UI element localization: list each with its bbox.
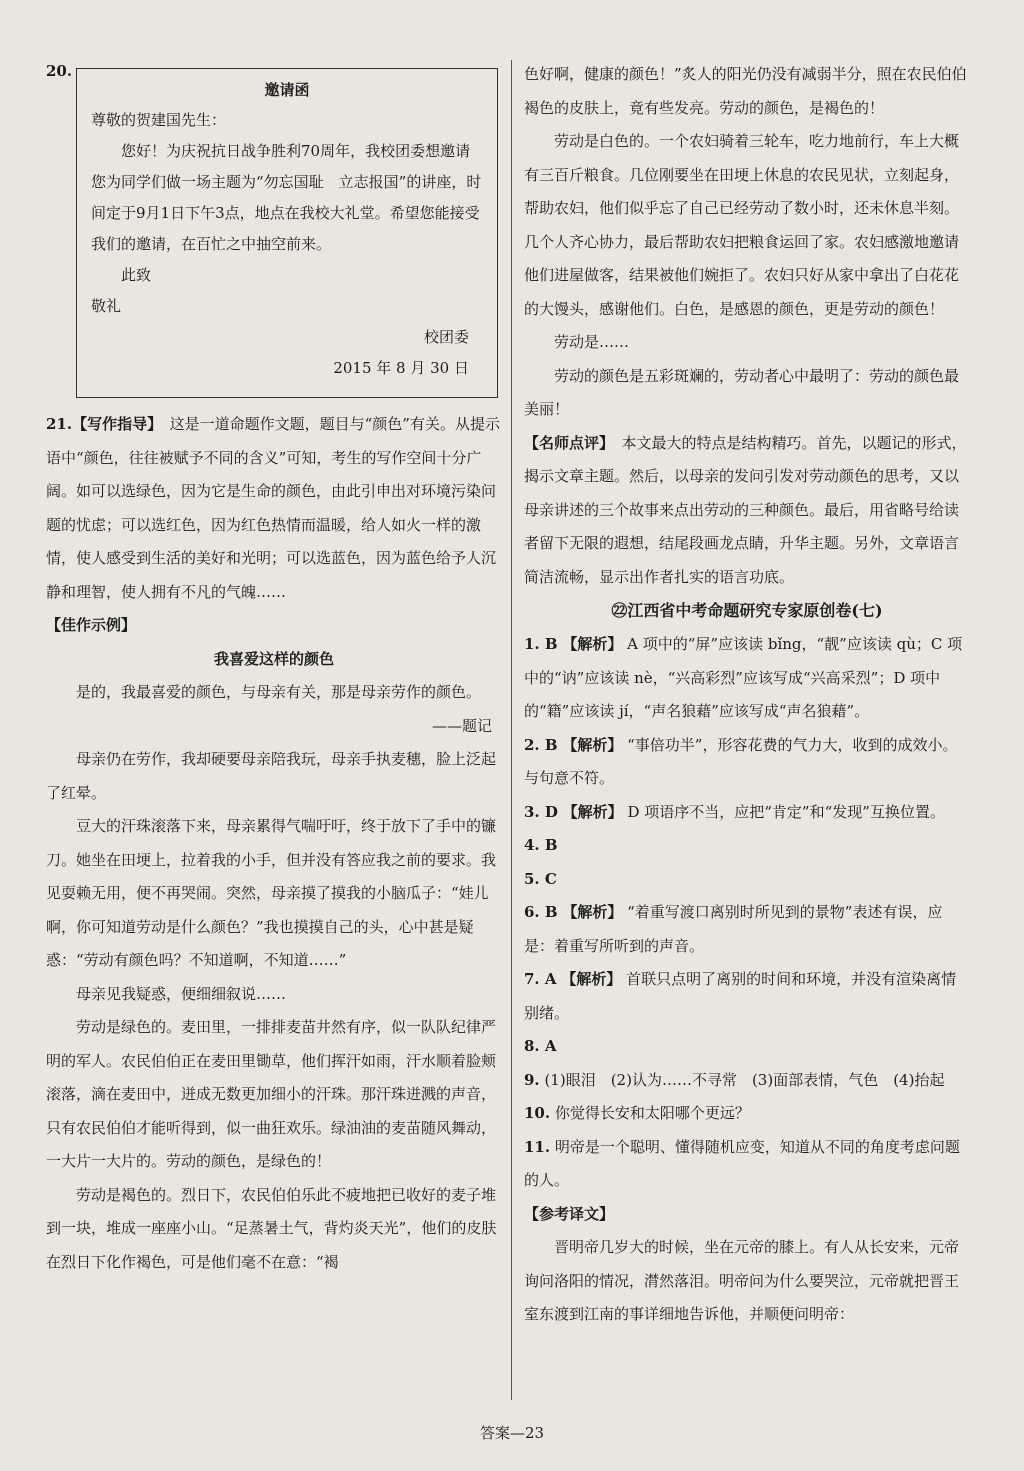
essay-cont-2: 劳动是白色的。一个农妇骑着三轮车，吃力地前行，车上大概有三百斤粮食。几位刚要坐在田埂上休息的农民见状，立刻起身，帮助农妇，他们似乎忘了自己已经劳动了数小时，还未休息半刻。几个人齐心协力，最后帮助农妇把粮食运回了家。农妇感激地邀请他们进屋做客，结果被他们婉拒了。农妇只好从家中拿出了白花花的大馒头，感谢他们。白色，是感恩的颜色，更是劳动的颜色！ bbox=[524, 132, 960, 318]
essay-cont-3: 劳动是…… bbox=[554, 333, 630, 351]
answer-item bbox=[524, 1097, 970, 1131]
answer-tag: 【解析】 bbox=[562, 802, 623, 821]
answer-tag: 【解析】 bbox=[562, 903, 623, 921]
q21-paragraph bbox=[46, 408, 502, 609]
question-20-number: 20. bbox=[46, 62, 73, 80]
answer-item bbox=[524, 628, 970, 729]
q21-number: 21. bbox=[46, 415, 73, 433]
letter-closing-2: 敬礼 bbox=[91, 297, 122, 315]
answer-text: A 项中的“屏”应该读 bǐng，“靓”应该读 qù；C 项中的“讷”应该读 nè，“兴高彩烈”应该写成“兴高采烈”；D 项中的“籍”应该读 jí，“声名狼藉”应该写成“声名狼藉”。 bbox=[524, 635, 963, 720]
q21-text: 这是一道命题作文题，题目与“颜色”有关。从提示语中“颜色，往往被赋予不同的含义”可知，考生的写作空间十分广阔。如可以选绿色，因为它是生命的颜色，由此引申出对环境污染问题的忧虑；可以选红色，因为红色热情而温暖，给人如火一样的激情，使人感受到生活的美好和光明；可以选蓝色，因为蓝色给予人沉静和理智，使人拥有不凡的气魄…… bbox=[46, 415, 500, 601]
letter-signer: 校团委 bbox=[423, 328, 469, 346]
translation-text: 晋明帝几岁大的时候，坐在元帝的膝上。有人从长安来，元帝询问洛阳的情况，潸然落泪。明帝问为什么要哭泣，元帝就把晋王室东渡到江南的事详细地告诉他，并顺便问明帝： bbox=[524, 1238, 960, 1323]
essay-para-1: 母亲仍在劳作，我却硬要母亲陪我玩，母亲手执麦穗，脸上泛起了红晕。 bbox=[46, 750, 497, 802]
answer-text: “着重写渡口离别时所见到的景物”表述有误，应是：着重写所听到的声音。 bbox=[524, 903, 943, 955]
letter-closing-1: 此致 bbox=[121, 266, 152, 284]
answer-item bbox=[524, 729, 970, 796]
comment-tag: 【名师点评】 bbox=[524, 433, 607, 452]
answer-number: 5. C bbox=[524, 869, 557, 888]
essay-para-4: 劳动是绿色的。麦田里，一排排麦苗井然有序，似一队队纪律严明的军人。农民伯伯正在麦田里锄草，他们挥汗如雨，汗水顺着脸颊滚落，滴在麦田中，迸成无数更加细小的汗珠。那汗珠迸溅的声音，只有农民伯伯才能听得到，似一曲狂欢乐。绿油油的麦苗随风舞动，一大片一大片的。劳动的颜色，是绿色的！ bbox=[46, 1018, 497, 1170]
answer-text: 你觉得长安和太阳哪个更远？ bbox=[554, 1104, 750, 1122]
essay-cont-1: 色好啊，健康的颜色！”炙人的阳光仍没有减弱半分，照在农民伯伯褐色的皮肤上，竟有些发亮。劳动的颜色，是褐色的！ bbox=[524, 65, 967, 117]
essay-title: 我喜爱这样的颜色 bbox=[213, 649, 334, 668]
answer-number: 4. B bbox=[524, 836, 558, 854]
translation-tag: 【参考译文】 bbox=[524, 1204, 615, 1223]
answer-number: 10. bbox=[524, 1104, 551, 1122]
answer-number: 8. A bbox=[524, 1037, 557, 1055]
comment-text: 本文最大的特点是结构精巧。首先，以题记的形式，揭示文章主题。然后，以母亲的发问引发对劳动颜色的思考，又以母亲讲述的三个故事来点出劳动的三种颜色。最后，用省略号给读者留下无限的遐想，结尾段画龙点睛，升华主题。另外，文章语言简洁流畅，显示出作者扎实的语言功底。 bbox=[524, 433, 967, 586]
answer-item bbox=[524, 963, 970, 1030]
essay-epigraph: 是的，我最喜爱的颜色，与母亲有关，那是母亲劳作的颜色。 bbox=[76, 683, 482, 701]
section-title: ㉒江西省中考命题研究专家原创卷(七) bbox=[611, 601, 883, 620]
answer-tag: 【解析】 bbox=[562, 635, 623, 653]
comment-paragraph bbox=[524, 427, 970, 595]
answer-number: 7. A bbox=[524, 970, 557, 988]
letter-date: 2015 年 8 月 30 日 bbox=[333, 359, 469, 377]
right-column bbox=[524, 58, 970, 1332]
answer-item bbox=[524, 1064, 970, 1098]
letter-title: 邀请函 bbox=[264, 81, 310, 99]
answer-text: (1)眼泪 (2)认为……不寻常 (3)面部表情，气色 (4)抬起 bbox=[544, 1070, 945, 1089]
essay-para-3: 母亲见我疑惑，便细细叙说…… bbox=[76, 984, 287, 1003]
answer-item bbox=[524, 863, 970, 897]
answer-text: 首联只点明了离别的时间和环境，并没有渲染离情别绪。 bbox=[524, 970, 957, 1022]
invitation-letter bbox=[76, 68, 498, 398]
answer-text: “事倍功半”，形容花费的气力大，收到的成效小。与句意不符。 bbox=[524, 735, 958, 787]
answer-item bbox=[524, 796, 970, 830]
answer-number: 2. B bbox=[524, 735, 558, 754]
answer-text: D 项语序不当，应把“肯定”和“发现”互换位置。 bbox=[627, 802, 945, 821]
answer-number: 1. B bbox=[524, 635, 558, 653]
letter-salutation: 尊敬的贺建国先生： bbox=[91, 111, 227, 129]
example-tag: 【佳作示例】 bbox=[46, 616, 137, 634]
answer-text: 明帝是一个聪明、懂得随机应变，知道从不同的角度考虑问题的人。 bbox=[524, 1137, 960, 1189]
answer-item bbox=[524, 829, 970, 863]
answer-number: 6. B bbox=[524, 903, 558, 921]
q21-tag: 【写作指导】 bbox=[72, 415, 155, 433]
answer-number: 11. bbox=[524, 1137, 551, 1156]
answer-item bbox=[524, 1131, 970, 1198]
answer-item bbox=[524, 1030, 970, 1064]
answer-number: 9. bbox=[524, 1070, 540, 1089]
essay-para-2: 豆大的汗珠滚落下来，母亲累得气喘吁吁，终于放下了手中的镰刀。她坐在田埂上，拉着我的小手，但并没有答应我之前的要求。我见耍赖无用，便不再哭闹。突然，母亲摸了摸我的小脑瓜子：“娃儿啊，你可知道劳动是什么颜色？”我也摸摸自己的头，心中甚是疑惑：“劳动有颜色吗？不知道啊，不知道……” bbox=[46, 817, 497, 969]
answer-item bbox=[524, 896, 970, 963]
essay-para-5: 劳动是褐色的。烈日下，农民伯伯乐此不疲地把已收好的麦子堆到一块，堆成一座座小山。“足蒸暑土气，背灼炎天光”，他们的皮肤在烈日下化作褐色，可是他们毫不在意：“褐 bbox=[46, 1185, 497, 1271]
page-footer: 答案—23 bbox=[479, 1424, 545, 1442]
answer-list bbox=[524, 628, 970, 1198]
column-divider bbox=[511, 60, 512, 1400]
letter-body: 您好！为庆祝抗日战争胜利70周年，我校团委想邀请您为同学们做一场主题为“勿忘国耻 立志报国”的讲座，时间定于9月1日下午3点，地点在我校大礼堂。希望您能接受我们的邀请，在百忙之中抽空前来。 bbox=[91, 142, 482, 253]
question-21 bbox=[46, 408, 502, 1279]
answer-number: 3. D bbox=[524, 802, 558, 821]
answer-tag: 【解析】 bbox=[561, 970, 622, 988]
answer-tag: 【解析】 bbox=[562, 735, 623, 754]
essay-cont-4: 劳动的颜色是五彩斑斓的，劳动者心中最明了：劳动的颜色最美丽！ bbox=[524, 366, 960, 418]
epigraph-sign: ——题记 bbox=[431, 716, 492, 735]
